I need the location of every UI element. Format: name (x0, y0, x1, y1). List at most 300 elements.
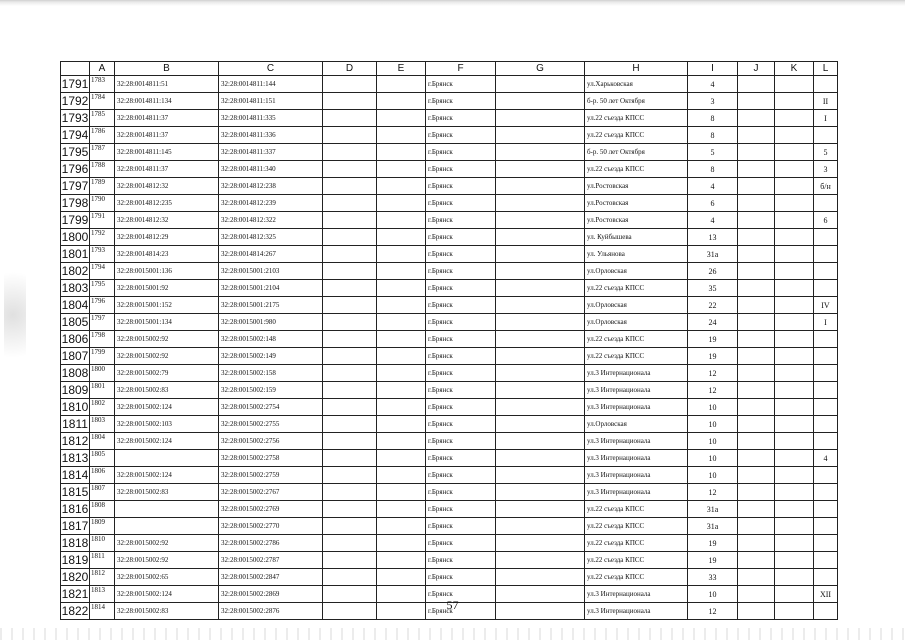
table-row (61, 331, 838, 348)
cell-f: г.Брянск (426, 399, 496, 416)
cell-h: ул.22 съезда КПСС (585, 110, 688, 127)
cell-l (814, 518, 838, 535)
table-row (61, 467, 838, 484)
cell-h: ул.22 съезда КПСС (585, 331, 688, 348)
cell-i: 12 (688, 603, 738, 620)
cell-f: г.Брянск (426, 263, 496, 280)
cell-c: 32:28:0015002:148 (219, 331, 323, 348)
cell-h: ул.3 Интернационала (585, 399, 688, 416)
cell-b: 32:28:0014812:29 (115, 229, 219, 246)
cell-b: 32:28:0014811:145 (115, 144, 219, 161)
cell-k (775, 246, 814, 263)
cell-b: 32:28:0015002:124 (115, 399, 219, 416)
cell-i: 19 (688, 331, 738, 348)
row-number: 1817 (61, 518, 89, 533)
row-number: 1798 (61, 195, 89, 210)
cell-j (738, 484, 775, 501)
cell-g (496, 76, 585, 93)
row-number: 1806 (61, 331, 89, 346)
cell-c: 32:28:0014811:336 (219, 127, 323, 144)
cell-l (814, 229, 838, 246)
cell-l (814, 263, 838, 280)
cell-e (377, 178, 426, 195)
cell-c: 32:28:0014811:340 (219, 161, 323, 178)
cell-l (814, 552, 838, 569)
cell-j (738, 76, 775, 93)
row-number: 1811 (62, 416, 88, 431)
table-row (61, 280, 838, 297)
cell-i: 10 (688, 416, 738, 433)
row-number: 1795 (61, 144, 89, 159)
row-number: 1820 (61, 569, 89, 584)
cell-a: 1783 (90, 76, 115, 93)
cell-b: 32:28:0015002:92 (115, 552, 219, 569)
cell-b: 32:28:0014812:32 (115, 178, 219, 195)
column-header-f: F (426, 62, 496, 76)
cell-f: г.Брянск (426, 280, 496, 297)
cell-b (115, 518, 219, 535)
cell-h: ул.Ростовская (585, 178, 688, 195)
cell-c: 32:28:0014811:151 (219, 93, 323, 110)
cell-l (814, 382, 838, 399)
cell-j (738, 93, 775, 110)
cell-b: 32:28:0015002:92 (115, 331, 219, 348)
cell-b: 32:28:0014811:51 (115, 76, 219, 93)
cell-b: 32:28:0015002:92 (115, 535, 219, 552)
cell-f: г.Брянск (426, 586, 496, 603)
cell-a: 1808 (90, 501, 115, 518)
cell-h: ул. Куйбышева (585, 229, 688, 246)
cell-h: ул.3 Интернационала (585, 484, 688, 501)
cell-l (814, 535, 838, 552)
cell-h: ул.3 Интернационала (585, 365, 688, 382)
cell-a: 1814 (90, 603, 115, 620)
cell-g (496, 212, 585, 229)
cell-l (814, 280, 838, 297)
cell-f: г.Брянск (426, 212, 496, 229)
cell-l: XII (814, 586, 838, 603)
cell-g (496, 314, 585, 331)
cell-l (814, 467, 838, 484)
cell-k (775, 416, 814, 433)
cell-j (738, 246, 775, 263)
cell-j (738, 161, 775, 178)
cell-g (496, 280, 585, 297)
cell-i: 10 (688, 467, 738, 484)
cell-i: 35 (688, 280, 738, 297)
cell-h: ул. Ульянова (585, 246, 688, 263)
cell-l: б/н (814, 178, 838, 195)
cell-l: I (814, 314, 838, 331)
cell-i: 3 (688, 93, 738, 110)
cell-h: ул.22 съезда КПСС (585, 127, 688, 144)
cell-i: 6 (688, 195, 738, 212)
cell-d (323, 297, 377, 314)
cell-l (814, 484, 838, 501)
cell-g (496, 535, 585, 552)
cell-a: 1787 (90, 144, 115, 161)
cell-e (377, 382, 426, 399)
cell-c: 32:28:0014811:335 (219, 110, 323, 127)
row-number: 1800 (61, 229, 89, 244)
cell-a: 1797 (90, 314, 115, 331)
row-number: 1804 (61, 297, 89, 312)
cell-k (775, 331, 814, 348)
cell-h: ул.22 съезда КПСС (585, 535, 688, 552)
register-table (60, 61, 838, 620)
cell-h: ул.Ростовская (585, 195, 688, 212)
table-row (61, 314, 838, 331)
cell-j (738, 229, 775, 246)
cell-l: I (814, 110, 838, 127)
cell-k (775, 212, 814, 229)
cell-g (496, 365, 585, 382)
cell-k (775, 178, 814, 195)
cell-a: 1812 (90, 569, 115, 586)
row-number: 1807 (61, 348, 89, 363)
cell-e (377, 484, 426, 501)
cell-f: г.Брянск (426, 382, 496, 399)
cell-h: ул.22 съезда КПСС (585, 569, 688, 586)
cell-c: 32:28:0015002:2758 (219, 450, 323, 467)
cell-f: г.Брянск (426, 484, 496, 501)
cell-i: 12 (688, 382, 738, 399)
cell-h: ул.Орловская (585, 416, 688, 433)
cell-k (775, 433, 814, 450)
table-row (61, 229, 838, 246)
cell-l (814, 416, 838, 433)
cell-k (775, 93, 814, 110)
column-header-d: D (323, 62, 377, 76)
cell-g (496, 246, 585, 263)
cell-g (496, 382, 585, 399)
cell-j (738, 467, 775, 484)
cell-c: 32:28:0015002:2786 (219, 535, 323, 552)
cell-b: 32:28:0014812:32 (115, 212, 219, 229)
cell-d (323, 195, 377, 212)
cell-j (738, 535, 775, 552)
cell-j (738, 195, 775, 212)
cell-k (775, 110, 814, 127)
cell-f: г.Брянск (426, 195, 496, 212)
cell-k (775, 552, 814, 569)
table-row (61, 348, 838, 365)
cell-g (496, 399, 585, 416)
cell-b: 32:28:0014814:23 (115, 246, 219, 263)
cell-e (377, 144, 426, 161)
cell-a: 1810 (90, 535, 115, 552)
cell-a: 1790 (90, 195, 115, 212)
cell-e (377, 127, 426, 144)
cell-h: ул.3 Интернационала (585, 433, 688, 450)
row-number: 1819 (61, 552, 89, 567)
cell-d (323, 161, 377, 178)
cell-e (377, 416, 426, 433)
table-row (61, 535, 838, 552)
cell-f: г.Брянск (426, 93, 496, 110)
cell-e (377, 365, 426, 382)
cell-f: г.Брянск (426, 297, 496, 314)
cell-a: 1789 (90, 178, 115, 195)
cell-e (377, 110, 426, 127)
cell-d (323, 433, 377, 450)
scan-edge-bottom (0, 628, 905, 640)
corner-cell (61, 62, 90, 76)
cell-j (738, 348, 775, 365)
cell-e (377, 297, 426, 314)
cell-d (323, 178, 377, 195)
cell-k (775, 263, 814, 280)
cell-a: 1801 (90, 382, 115, 399)
table-row (61, 76, 838, 93)
cell-g (496, 263, 585, 280)
cell-g (496, 501, 585, 518)
cell-a: 1785 (90, 110, 115, 127)
cell-d (323, 535, 377, 552)
cell-a: 1802 (90, 399, 115, 416)
row-number: 1803 (61, 280, 89, 295)
cell-l (814, 331, 838, 348)
cell-h: ул.3 Интернационала (585, 450, 688, 467)
cell-j (738, 314, 775, 331)
cell-a: 1795 (90, 280, 115, 297)
cell-j (738, 127, 775, 144)
cell-j (738, 212, 775, 229)
cell-k (775, 144, 814, 161)
cell-k (775, 229, 814, 246)
cell-i: 10 (688, 399, 738, 416)
cell-e (377, 93, 426, 110)
cell-b: 32:28:0014811:37 (115, 127, 219, 144)
row-number: 1801 (61, 246, 89, 261)
cell-a: 1794 (90, 263, 115, 280)
row-number: 1814 (61, 467, 89, 482)
cell-d (323, 212, 377, 229)
cell-f: г.Брянск (426, 603, 496, 620)
cell-k (775, 127, 814, 144)
cell-e (377, 280, 426, 297)
cell-g (496, 518, 585, 535)
cell-e (377, 501, 426, 518)
cell-f: г.Брянск (426, 314, 496, 331)
cell-i: 13 (688, 229, 738, 246)
cell-h: ул.22 съезда КПСС (585, 161, 688, 178)
cell-g (496, 110, 585, 127)
cell-b: 32:28:0015001:136 (115, 263, 219, 280)
cell-f: г.Брянск (426, 144, 496, 161)
cell-g (496, 161, 585, 178)
table-row (61, 263, 838, 280)
cell-k (775, 161, 814, 178)
row-number: 1794 (61, 127, 89, 142)
table-row (61, 552, 838, 569)
cell-d (323, 127, 377, 144)
row-number: 1799 (61, 212, 89, 227)
cell-h: ул.Орловская (585, 297, 688, 314)
cell-k (775, 314, 814, 331)
cell-a: 1792 (90, 229, 115, 246)
cell-l: 5 (814, 144, 838, 161)
cell-f: г.Брянск (426, 127, 496, 144)
cell-b: 32:28:0014811:134 (115, 93, 219, 110)
cell-b: 32:28:0015002:83 (115, 382, 219, 399)
cell-l (814, 433, 838, 450)
cell-d (323, 263, 377, 280)
cell-j (738, 399, 775, 416)
cell-h: ул.22 съезда КПСС (585, 518, 688, 535)
table-row (61, 416, 838, 433)
row-number: 1810 (61, 399, 89, 414)
cell-j (738, 416, 775, 433)
cell-j (738, 178, 775, 195)
cell-e (377, 263, 426, 280)
cell-b: 32:28:0015002:103 (115, 416, 219, 433)
cell-j (738, 382, 775, 399)
cell-d (323, 569, 377, 586)
cell-g (496, 416, 585, 433)
cell-a: 1813 (90, 586, 115, 603)
cell-a: 1798 (90, 331, 115, 348)
table-row (61, 93, 838, 110)
cell-d (323, 416, 377, 433)
column-header-j: J (738, 62, 775, 76)
table-row (61, 450, 838, 467)
cell-h: ул.22 съезда КПСС (585, 280, 688, 297)
cell-c: 32:28:0015002:2755 (219, 416, 323, 433)
cell-l: IV (814, 297, 838, 314)
cell-h: ул.3 Интернационала (585, 603, 688, 620)
cell-c: 32:28:0014811:337 (219, 144, 323, 161)
cell-h: ул.Орловская (585, 314, 688, 331)
cell-i: 31а (688, 501, 738, 518)
cell-a: 1804 (90, 433, 115, 450)
cell-j (738, 501, 775, 518)
table-row (61, 110, 838, 127)
cell-i: 26 (688, 263, 738, 280)
cell-i: 24 (688, 314, 738, 331)
cell-i: 4 (688, 76, 738, 93)
cell-c: 32:28:0015002:2754 (219, 399, 323, 416)
cell-l (814, 76, 838, 93)
cell-d (323, 501, 377, 518)
cell-h: ул.Харьковская (585, 76, 688, 93)
table-row (61, 433, 838, 450)
cell-d (323, 450, 377, 467)
cell-j (738, 518, 775, 535)
cell-e (377, 331, 426, 348)
cell-f: г.Брянск (426, 348, 496, 365)
cell-j (738, 331, 775, 348)
cell-l (814, 127, 838, 144)
cell-h: ул.Орловская (585, 263, 688, 280)
cell-c: 32:28:0015002:2847 (219, 569, 323, 586)
cell-f: г.Брянск (426, 331, 496, 348)
cell-f: г.Брянск (426, 450, 496, 467)
cell-a: 1806 (90, 467, 115, 484)
cell-d (323, 246, 377, 263)
cell-h: ул.3 Интернационала (585, 382, 688, 399)
cell-b: 32:28:0015001:152 (115, 297, 219, 314)
scan-edge-top (0, 0, 905, 6)
cell-k (775, 365, 814, 382)
cell-i: 8 (688, 110, 738, 127)
row-number: 1791 (61, 76, 89, 91)
row-number: 1815 (61, 484, 89, 499)
cell-d (323, 399, 377, 416)
cell-g (496, 229, 585, 246)
cell-j (738, 144, 775, 161)
cell-i: 31а (688, 518, 738, 535)
table-row (61, 144, 838, 161)
cell-c: 32:28:0014812:325 (219, 229, 323, 246)
cell-i: 10 (688, 586, 738, 603)
cell-b (115, 450, 219, 467)
column-header-a: A (90, 62, 115, 76)
cell-e (377, 450, 426, 467)
cell-g (496, 450, 585, 467)
cell-e (377, 314, 426, 331)
cell-k (775, 501, 814, 518)
table-row (61, 246, 838, 263)
cell-d (323, 518, 377, 535)
cell-h: ул.22 съезда КПСС (585, 501, 688, 518)
cell-k (775, 348, 814, 365)
cell-d (323, 467, 377, 484)
cell-f: г.Брянск (426, 229, 496, 246)
cell-a: 1811 (90, 552, 115, 569)
cell-l: 6 (814, 212, 838, 229)
cell-j (738, 110, 775, 127)
cell-a: 1799 (90, 348, 115, 365)
cell-k (775, 484, 814, 501)
cell-a: 1809 (90, 518, 115, 535)
cell-g (496, 93, 585, 110)
cell-l: 4 (814, 450, 838, 467)
cell-k (775, 450, 814, 467)
cell-g (496, 297, 585, 314)
cell-h: ул.3 Интернационала (585, 586, 688, 603)
cell-b: 32:28:0015002:124 (115, 433, 219, 450)
cell-l (814, 195, 838, 212)
row-number: 1809 (61, 382, 89, 397)
scan-smudge-left (4, 255, 26, 375)
row-number: 1805 (61, 314, 89, 329)
cell-g (496, 144, 585, 161)
cell-c: 32:28:0015002:2770 (219, 518, 323, 535)
cell-d (323, 314, 377, 331)
cell-j (738, 263, 775, 280)
cell-b: 32:28:0015002:92 (115, 348, 219, 365)
cell-e (377, 246, 426, 263)
cell-i: 10 (688, 433, 738, 450)
cell-i: 12 (688, 484, 738, 501)
row-number: 1813 (61, 450, 89, 465)
cell-c: 32:28:0015002:158 (219, 365, 323, 382)
table-row (61, 365, 838, 382)
cell-k (775, 382, 814, 399)
table-row (61, 569, 838, 586)
cell-l (814, 501, 838, 518)
cell-d (323, 331, 377, 348)
cell-k (775, 297, 814, 314)
column-header-c: C (219, 62, 323, 76)
column-header-g: G (496, 62, 585, 76)
cell-d (323, 348, 377, 365)
cell-c: 32:28:0015001:2175 (219, 297, 323, 314)
cell-f: г.Брянск (426, 416, 496, 433)
cell-c: 32:28:0015001:2104 (219, 280, 323, 297)
cell-g (496, 433, 585, 450)
